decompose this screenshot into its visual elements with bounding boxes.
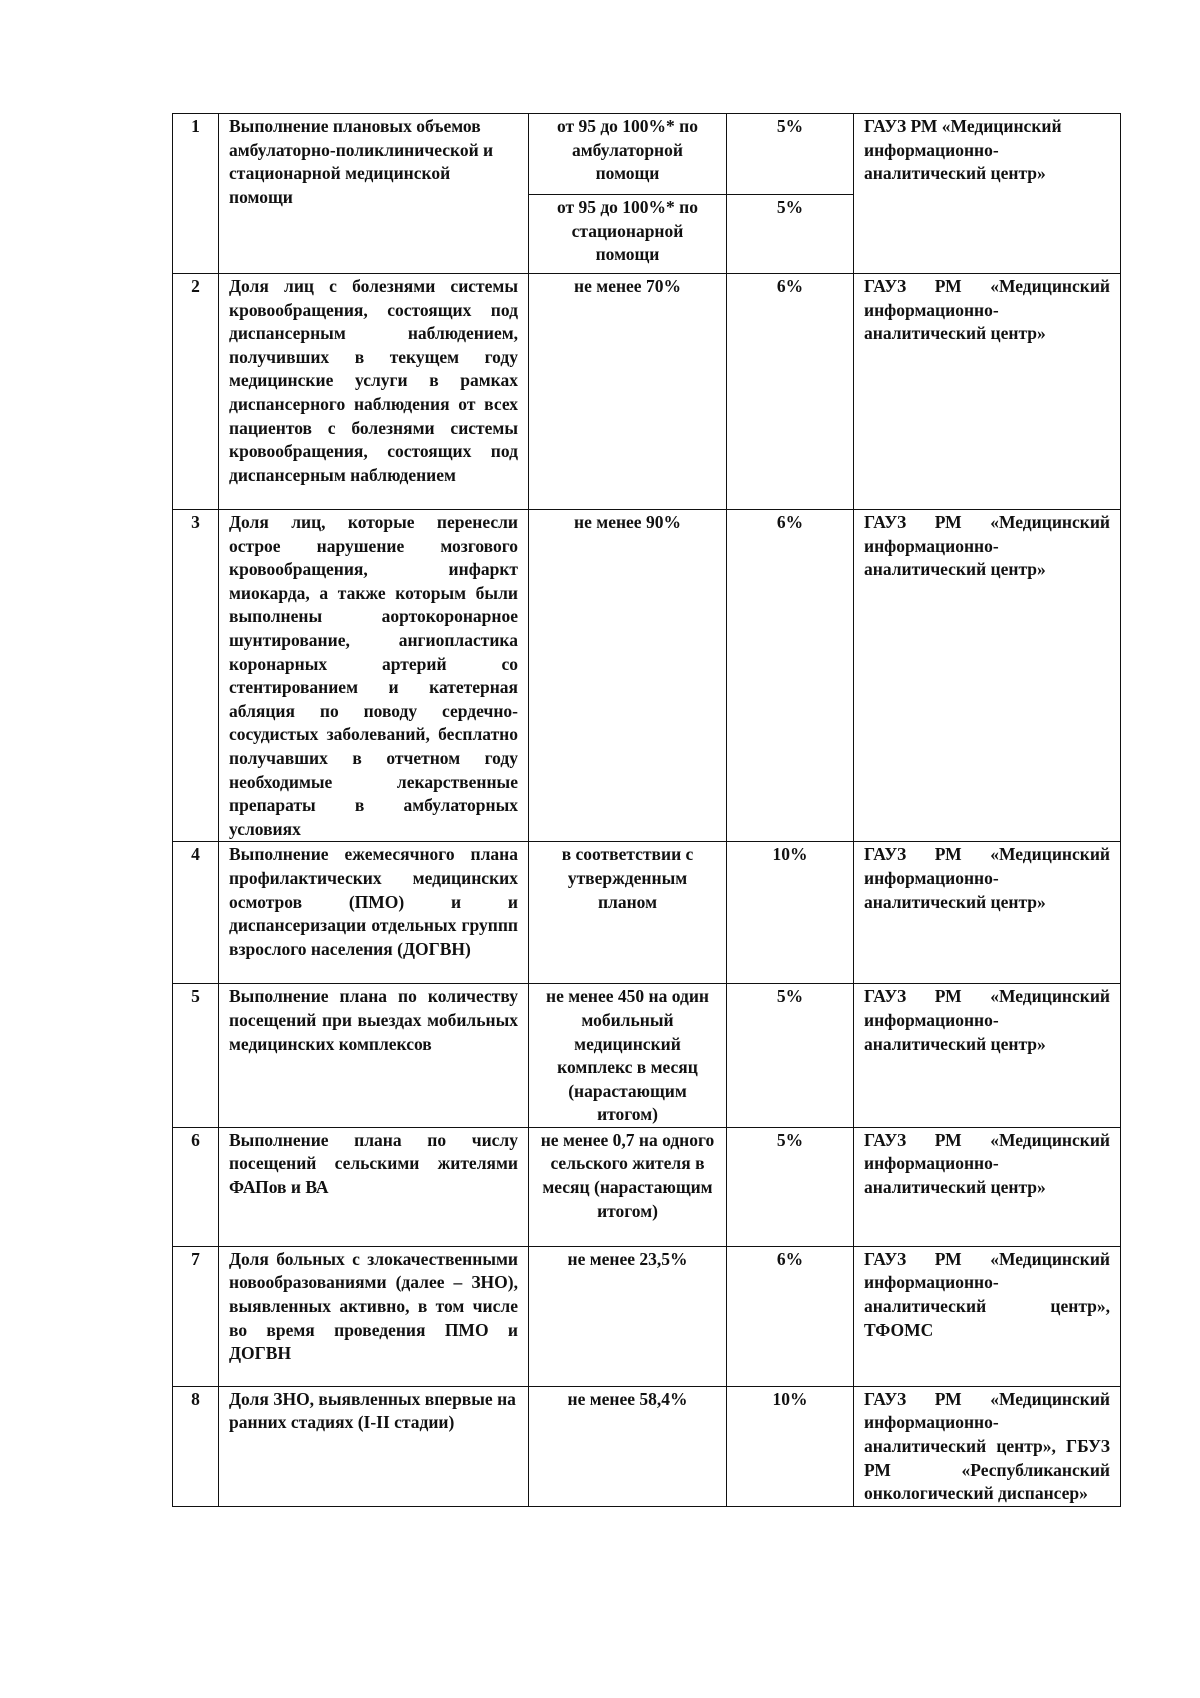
- table-row: [173, 1246, 1121, 1386]
- indicator-description: Выполнение плана по числу посещений сельскими жителями ФАПов и ВА: [219, 1127, 529, 1246]
- data-source: ГАУЗ РМ «Медицинский информационно-аналитический центр», ГБУЗ РМ «Республиканский онкологический диспансер»: [854, 1386, 1121, 1506]
- indicator-description: Доля больных с злокачественными новообразованиями (далее – ЗНО), выявленных активно, в том числе во время проведения ПМО и ДОГВН: [219, 1246, 529, 1386]
- target-value: не менее 23,5%: [529, 1246, 727, 1386]
- table-row: [173, 1386, 1121, 1506]
- table-row: [173, 114, 1121, 195]
- indicator-description: Доля ЗНО, выявленных впервые на ранних стадиях (I-II стадии): [219, 1386, 529, 1506]
- target-value: не менее 70%: [529, 274, 727, 510]
- data-source: ГАУЗ РМ «Медицинский информационно-аналитический центр»: [854, 510, 1121, 842]
- row-number: 1: [173, 114, 219, 274]
- data-source: ГАУЗ РМ «Медицинский информационно-аналитический центр»: [854, 842, 1121, 984]
- data-source: ГАУЗ РМ «Медицинский информационно-аналитический центр»: [854, 1127, 1121, 1246]
- indicator-description: Выполнение плана по количеству посещений при выездах мобильных медицинских комплексов: [219, 984, 529, 1128]
- target-value: от 95 до 100%* по амбулаторной помощи: [529, 114, 727, 195]
- table-row: [173, 510, 1121, 842]
- table-row: [173, 984, 1121, 1128]
- target-value: не менее 58,4%: [529, 1386, 727, 1506]
- indicator-description: Доля лиц с болезнями системы кровообращения, состоящих под диспансерным наблюдением, получивших в текущем году медицинские услуги в рамках диспансерного наблюдения от всех пациентов с болезнями системы кровообращения, состоящих под диспансерным наблюдением: [219, 274, 529, 510]
- weight-value: 6%: [727, 1246, 854, 1386]
- row-number: 7: [173, 1246, 219, 1386]
- row-number: 2: [173, 274, 219, 510]
- indicator-description: Выполнение ежемесячного плана профилактических медицинских осмотров (ПМО) и и диспансеризации отдельных группп взрослого населения (ДОГВН): [219, 842, 529, 984]
- indicator-description: Выполнение плановых объемов амбулаторно-поликлинической и стационарной медицинской помощи: [219, 114, 529, 274]
- target-value: от 95 до 100%* по стационарной помощи: [529, 195, 727, 274]
- table-row: [173, 1127, 1121, 1246]
- target-value: не менее 0,7 на одного сельского жителя в месяц (нарастающим итогом): [529, 1127, 727, 1246]
- weight-value: 10%: [727, 1386, 854, 1506]
- target-value: не менее 90%: [529, 510, 727, 842]
- weight-value: 5%: [727, 114, 854, 195]
- row-number: 5: [173, 984, 219, 1128]
- weight-value: 5%: [727, 1127, 854, 1246]
- data-source: ГАУЗ РМ «Медицинский информационно-аналитический центр»: [854, 984, 1121, 1128]
- row-number: 3: [173, 510, 219, 842]
- indicators-table: [172, 113, 1121, 1507]
- weight-value: 5%: [727, 195, 854, 274]
- target-value: не менее 450 на один мобильный медицинский комплекс в месяц (нарастающим итогом): [529, 984, 727, 1128]
- data-source: ГАУЗ РМ «Медицинский информационно-аналитический центр»: [854, 274, 1121, 510]
- table-row: [173, 274, 1121, 510]
- weight-value: 6%: [727, 274, 854, 510]
- indicator-description: Доля лиц, которые перенесли острое нарушение мозгового кровообращения, инфаркт миокарда, а также которым были выполнены аортокоронарное шунтирование, ангиопластика коронарных артерий со стентированием и катетерная абляция по поводу сердечно-сосудистых заболеваний, бесплатно получавших в отчетном году необходимые лекарственные препараты в амбулаторных условиях: [219, 510, 529, 842]
- row-number: 4: [173, 842, 219, 984]
- row-number: 6: [173, 1127, 219, 1246]
- table-row: [173, 842, 1121, 984]
- target-value: в соответствии с утвержденным планом: [529, 842, 727, 984]
- weight-value: 10%: [727, 842, 854, 984]
- weight-value: 5%: [727, 984, 854, 1128]
- data-source: ГАУЗ РМ «Медицинский информационно-аналитический центр», ТФОМС: [854, 1246, 1121, 1386]
- row-number: 8: [173, 1386, 219, 1506]
- data-source: ГАУЗ РМ «Медицинский информационно-аналитический центр»: [854, 114, 1121, 274]
- weight-value: 6%: [727, 510, 854, 842]
